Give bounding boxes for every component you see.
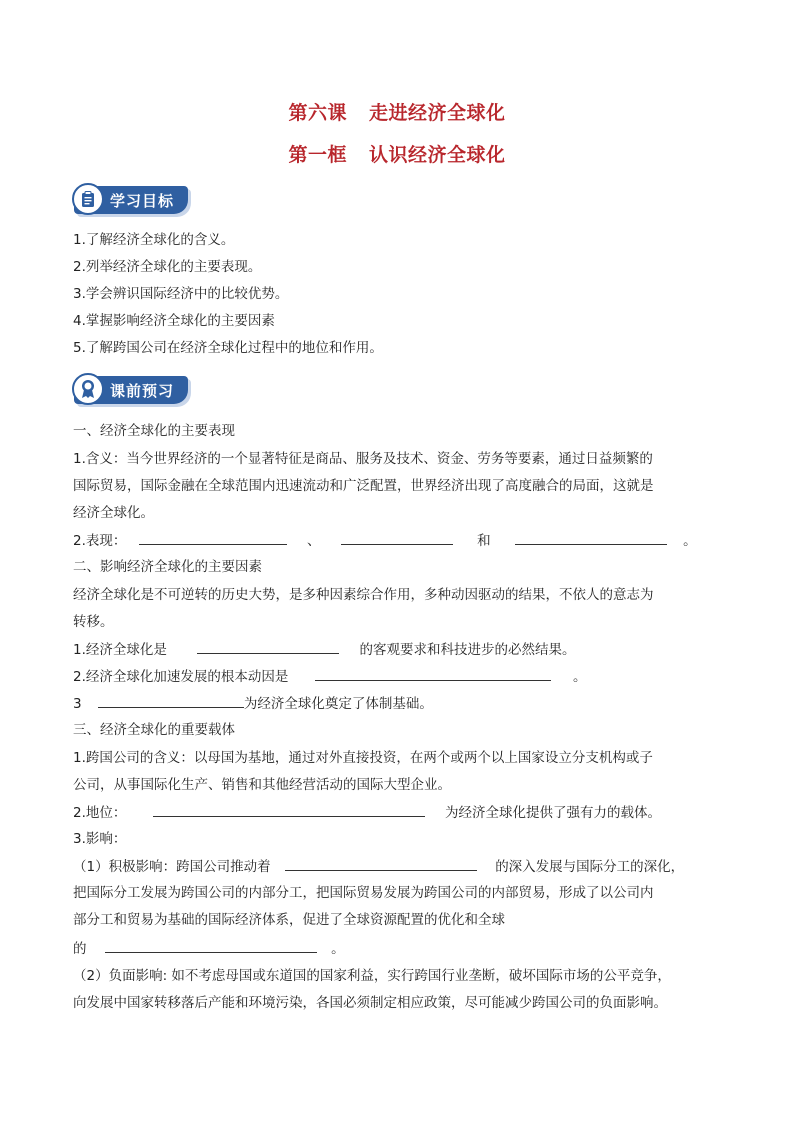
answer-blank[interactable] <box>105 938 317 953</box>
answer-blank[interactable] <box>98 693 244 708</box>
goal-item: 3.学会辨识国际经济中的比较优势。 <box>73 286 289 302</box>
answer-blank[interactable] <box>139 530 287 545</box>
negative-impact-line: 向发展中国家转移落后产能和环境污染，各国必须制定相应政策，尽可能减少跨国公司的负面影响。 <box>73 995 667 1011</box>
lesson-title <box>0 98 794 125</box>
goal-item: 2.列举经济全球化的主要表现。 <box>73 259 262 275</box>
frame-title <box>0 140 794 167</box>
goals-badge <box>74 184 188 216</box>
performance-line: 2.表现： 、 和 。 <box>73 530 697 551</box>
positive-impact-line: 的 。 <box>73 938 345 959</box>
answer-blank[interactable] <box>153 802 425 817</box>
positive-impact-line: 部分工和贸易为基础的国际经济体系，促进了全球资源配置的优化和全球 <box>73 912 505 928</box>
impact-label: 3.影响： <box>73 831 127 847</box>
section3-heading: 三、经济全球化的重要载体 <box>73 722 235 738</box>
clipboard-icon <box>72 183 104 215</box>
intro-line: 转移。 <box>73 614 114 630</box>
goals-badge-label: 学习目标 <box>110 191 175 210</box>
definition-line: 国际贸易，国际金融在全球范围内迅速流动和广泛配置，世界经济出现了高度融合的局面，这就是 <box>73 478 654 494</box>
definition-line: 1.含义：当今世界经济的一个显著特征是商品、服务及技术、资金、劳务等要素，通过日益频繁的 <box>73 451 653 467</box>
factor-1: 1.经济全球化是 的客观要求和科技进步的必然结果。 <box>73 639 575 660</box>
lesson-name: 走进经济全球化 <box>369 102 506 124</box>
answer-blank[interactable] <box>341 530 453 545</box>
goal-item: 1.了解经济全球化的含义。 <box>73 232 235 248</box>
factor-2: 2.经济全球化加速发展的根本动因是 。 <box>73 666 586 687</box>
frame-number: 第一框 <box>288 144 347 166</box>
positive-impact-line: 把国际分工发展为跨国公司的内部分工，把国际贸易发展为跨国公司的内部贸易，形成了以公司内 <box>73 885 654 901</box>
preview-badge <box>74 374 188 406</box>
preview-badge-shape <box>74 376 188 404</box>
negative-impact-line: （2）负面影响: 如不考虑母国或东道国的国家利益，实行跨国行业垄断，破坏国际市场的公平竞争， <box>73 968 671 984</box>
goal-item: 5.了解跨国公司在经济全球化过程中的地位和作用。 <box>73 340 383 356</box>
answer-blank[interactable] <box>515 530 667 545</box>
answer-blank[interactable] <box>315 666 551 681</box>
intro-line: 经济全球化是不可逆转的历史大势，是多种因素综合作用，多种动因驱动的结果，不依人的意志为 <box>73 587 654 603</box>
preview-badge-label: 课前预习 <box>110 381 175 400</box>
definition-line: 1.跨国公司的含义：以母国为基地，通过对外直接投资，在两个或两个以上国家设立分支机构或子 <box>73 750 653 766</box>
section1-heading: 一、经济全球化的主要表现 <box>73 423 235 439</box>
answer-blank[interactable] <box>197 639 339 654</box>
position-line: 2.地位： 为经济全球化提供了强有力的载体。 <box>73 802 661 823</box>
goal-item: 4.掌握影响经济全球化的主要因素 <box>73 313 275 329</box>
lesson-number: 第六课 <box>288 102 347 124</box>
award-ribbon-icon <box>72 373 104 405</box>
answer-blank[interactable] <box>285 856 477 871</box>
definition-line: 经济全球化。 <box>73 505 154 521</box>
frame-name: 认识经济全球化 <box>369 144 506 166</box>
section2-heading: 二、影响经济全球化的主要因素 <box>73 559 262 575</box>
definition-line: 公司，从事国际化生产、销售和其他经营活动的国际大型企业。 <box>73 777 451 793</box>
positive-impact-line: （1）积极影响：跨国公司推动着 的深入发展与国际分工的深化， <box>73 856 684 877</box>
performance-label: 2.表现： <box>73 533 127 549</box>
factor-3: 3 为经济全球化奠定了体制基础。 <box>73 693 433 714</box>
goals-badge-shape <box>74 186 188 214</box>
